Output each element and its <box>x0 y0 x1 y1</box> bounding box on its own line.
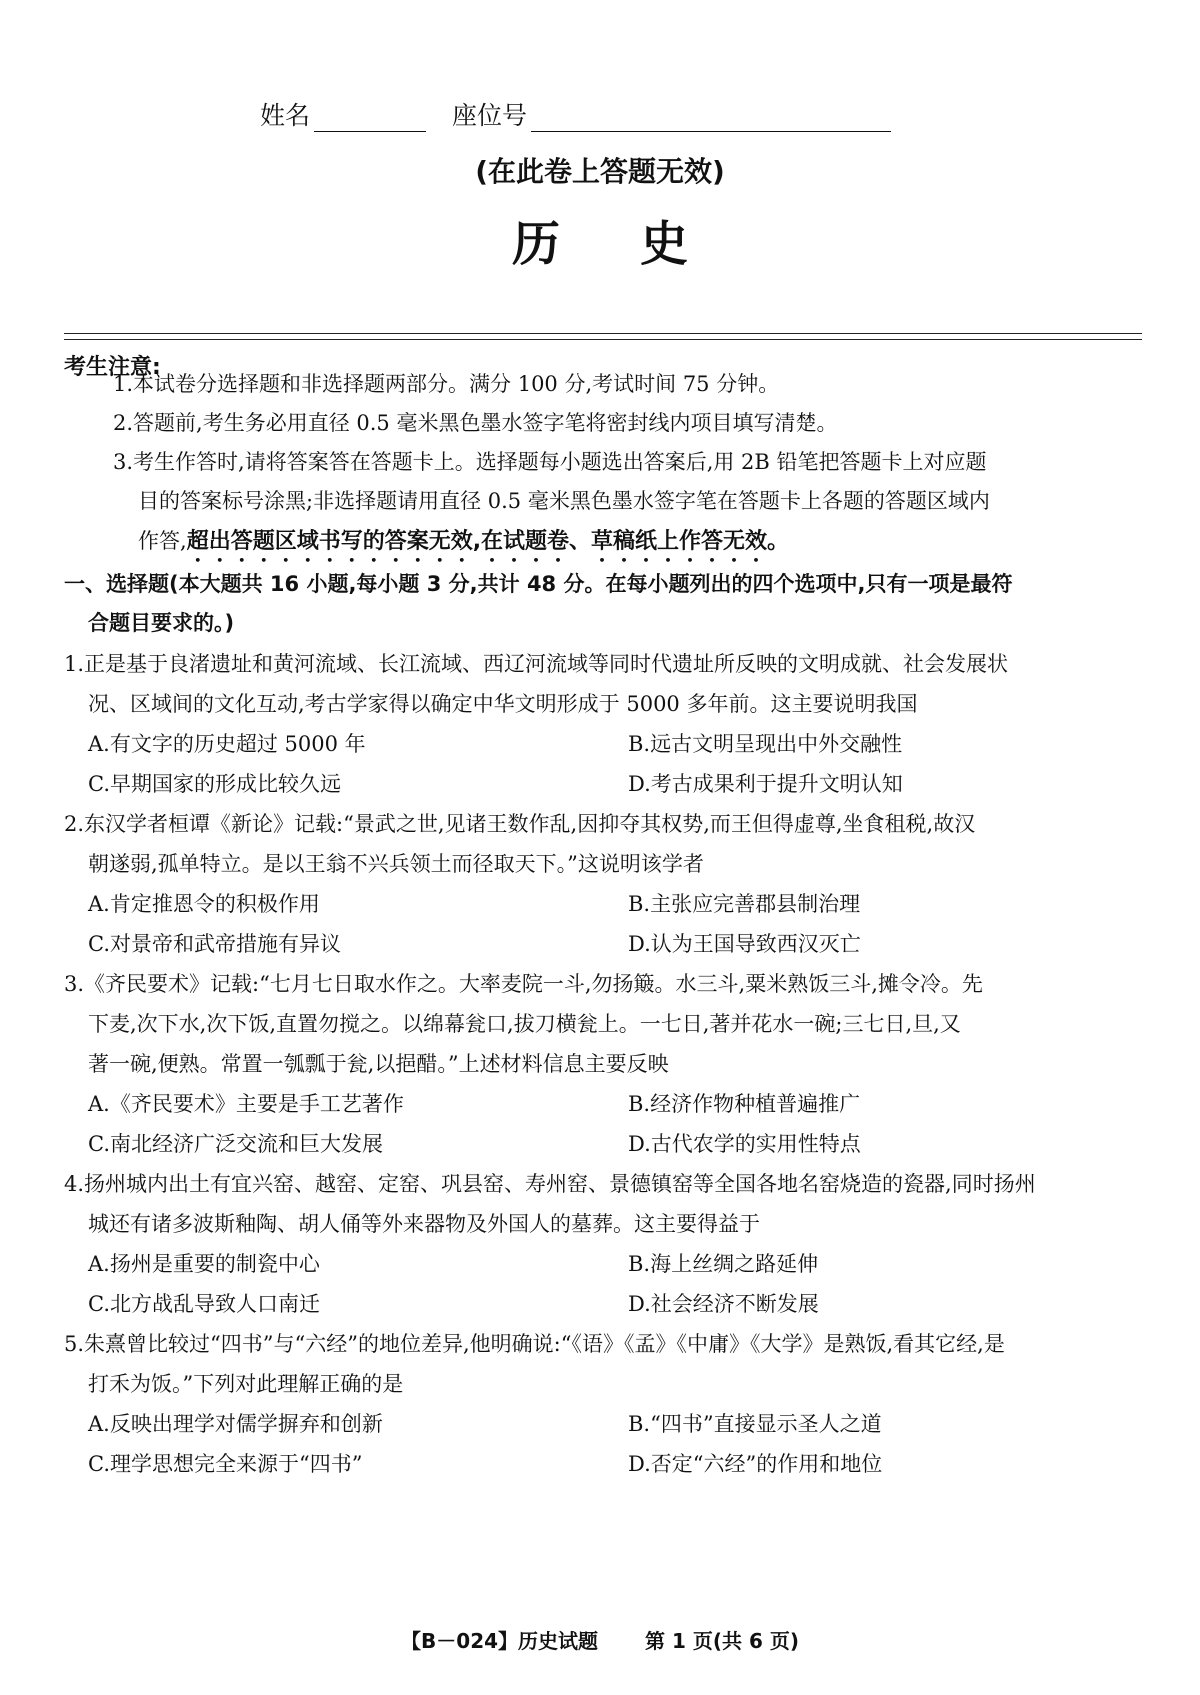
question-2-option-b: B.主张应完善郡县制治理 <box>628 892 861 916</box>
notice-item-3-cont: 目的答案标号涂黑;非选择题请用直径 0.5 毫米黑色墨水签字笔在答题卡上各题的答题区域内 <box>138 489 990 513</box>
question-5-option-c: C.理学思想完全来源于“四书” <box>88 1452 363 1476</box>
section-1-heading: 一、选择题(本大题共 16 小题,每小题 3 分,共计 48 分。在每小题列出的四个选项中,只有一项是最符 <box>64 572 1013 596</box>
question-3-option-c: C.南北经济广泛交流和巨大发展 <box>88 1132 383 1156</box>
question-5-option-a: A.反映出理学对儒学摒弃和创新 <box>88 1412 383 1436</box>
notice-item-3-cont-2 <box>138 524 789 567</box>
question-1-option-c: C.早期国家的形成比较久远 <box>88 772 341 796</box>
title-divider <box>64 333 1142 340</box>
name-blank <box>314 105 426 132</box>
question-2-option-d: D.认为王国导致西汉灭亡 <box>628 932 861 956</box>
question-4-option-b: B.海上丝绸之路延伸 <box>628 1252 819 1276</box>
question-3-stem-cont: 下麦,次下水,次下饭,直置勿搅之。以绵幕瓮口,拔刀横瓮上。一七日,著并花水一碗;三七日,旦,又 <box>88 1012 961 1036</box>
question-1-option-a: A.有文字的历史超过 5000 年 <box>88 732 366 756</box>
notice-emphasis: 超出答题区域书写的答案无效,在试题卷、草稿纸上作答无效。 <box>186 529 790 554</box>
question-4-option-a: A.扬州是重要的制瓷中心 <box>88 1252 320 1276</box>
question-3-option-b: B.经济作物种植普遍推广 <box>628 1092 861 1116</box>
question-2-stem: 2.东汉学者桓谭《新论》记载:“景武之世,见诸王数作乱,因抑夺其权势,而王但得虚尊,坐食租税,故汉 <box>64 812 976 836</box>
invalid-answer-note: (在此卷上答题无效) <box>475 155 725 188</box>
notice-item-1: 1.本试卷分选择题和非选择题两部分。满分 100 分,考试时间 75 分钟。 <box>113 372 780 396</box>
question-4-option-c: C.北方战乱导致人口南迁 <box>88 1292 320 1316</box>
question-5-option-d: D.否定“六经”的作用和地位 <box>628 1452 883 1476</box>
question-5-option-b: B.“四书”直接显示圣人之道 <box>628 1412 882 1436</box>
question-1-option-b: B.远古文明呈现出中外交融性 <box>628 732 903 756</box>
notice-item-3-prefix: 作答, <box>138 529 187 553</box>
question-2-option-a: A.肯定推恩令的积极作用 <box>88 892 320 916</box>
notice-title: 考生注意: <box>64 355 161 380</box>
section-1-heading-cont: 合题目要求的。) <box>88 611 235 635</box>
student-info-line <box>260 96 891 132</box>
question-5-stem: 5.朱熹曾比较过“四书”与“六经”的地位差异,他明确说:“《语》《孟》《中庸》《大学》是熟饭,看其它经,是 <box>64 1332 1005 1356</box>
page-number: 第 1 页(共 6 页) <box>645 1629 799 1653</box>
question-1-option-d: D.考古成果利于提升文明认知 <box>628 772 903 796</box>
question-3-stem-cont-2: 著一碗,便熟。常置一瓠瓢于瓮,以挹醋。”上述材料信息主要反映 <box>88 1052 669 1076</box>
notice-item-2: 2.答题前,考生务必用直径 0.5 毫米黑色墨水签字笔将密封线内项目填写清楚。 <box>113 411 838 435</box>
seat-blank <box>531 105 891 132</box>
question-1-stem: 1.正是基于良渚遗址和黄河流域、长江流域、西辽河流域等同时代遗址所反映的文明成就、社会发展状 <box>64 652 1009 676</box>
question-4-stem-cont: 城还有诸多波斯釉陶、胡人俑等外来器物及外国人的墓葬。这主要得益于 <box>88 1212 760 1236</box>
exam-code: 【B－024】历史试题 <box>401 1629 599 1653</box>
question-1-stem-cont: 况、区域间的文化互动,考古学家得以确定中华文明形成于 5000 多年前。这主要说明我国 <box>88 692 918 716</box>
question-3-option-a: A.《齐民要术》主要是手工艺著作 <box>88 1092 404 1116</box>
question-5-stem-cont: 打禾为饭。”下列对此理解正确的是 <box>88 1372 404 1396</box>
subject-title: 历史 <box>511 216 768 272</box>
seat-label: 座位号 <box>452 101 528 130</box>
question-3-option-d: D.古代农学的实用性特点 <box>628 1132 861 1156</box>
question-4-option-d: D.社会经济不断发展 <box>628 1292 819 1316</box>
notice-item-3: 3.考生作答时,请将答案答在答题卡上。选择题每小题选出答案后,用 2B 铅笔把答题卡上对应题 <box>113 450 987 474</box>
question-2-option-c: C.对景帝和武帝措施有异议 <box>88 932 341 956</box>
question-2-stem-cont: 朝遂弱,孤单特立。是以王翁不兴兵领土而径取天下。”这说明该学者 <box>88 852 704 876</box>
name-label: 姓名 <box>260 101 311 130</box>
question-4-stem: 4.扬州城内出土有宜兴窑、越窑、定窑、巩县窑、寿州窑、景德镇窑等全国各地名窑烧造的瓷器,同时扬州 <box>64 1172 1036 1196</box>
question-3-stem: 3.《齐民要术》记载:“七月七日取水作之。大率麦院一斗,勿扬簸。水三斗,粟米熟饭三斗,摊令冷。先 <box>64 972 983 996</box>
page-footer <box>0 1625 1200 1654</box>
